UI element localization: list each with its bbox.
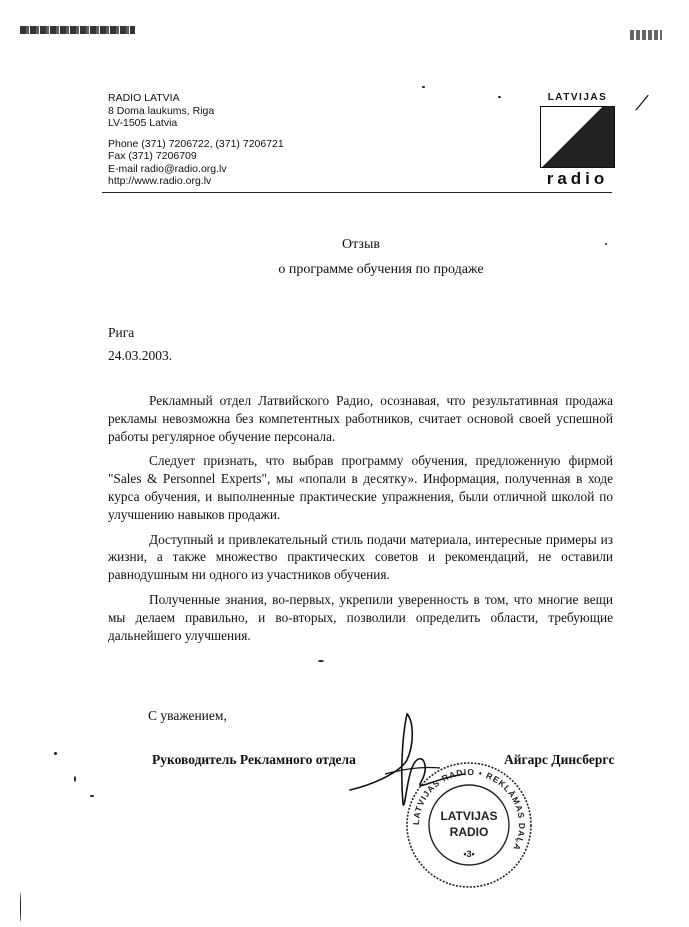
handwritten-check-mark: / (635, 87, 649, 118)
scan-speck (422, 86, 425, 88)
paragraph-2: Следует признать, что выбрав программу обучения, предложенную фирмой "Sales & Personnel Experts", мы «попали в десятку». Информация, полученная в ходе курса обучения, и выполненные практические упражнения, были отличной школой по улучшению навыков продажи. (108, 453, 613, 522)
logo-top-text: LATVIJAS (547, 92, 608, 103)
stamp-center-line-1: LATVIJAS (440, 809, 498, 823)
scan-speck (74, 776, 76, 782)
email-line: E-mail radio@radio.org.lv (108, 162, 227, 175)
scan-speck (90, 795, 94, 797)
stamp-star: •3• (463, 849, 475, 859)
letter-body (108, 392, 613, 651)
logo-bottom-text: radio (546, 169, 609, 188)
closing-greeting: С уважением, (148, 708, 227, 723)
fax-header-mark (20, 26, 135, 34)
date: 24.03.2003. (108, 348, 173, 363)
paragraph-3: Доступный и привлекательный стиль подачи материала, интересные примеры из жизни, а также множество практических советов и рекомендаций, не оставили равнодушным ни одного из участников обучения. (108, 531, 613, 583)
paragraph-4: Полученные знания, во-первых, укрепили уверенность в том, что многие вещи мы делаем правильно, и во-вторых, позволили определить области, требующие дальнейшего улучшения. (108, 591, 613, 643)
letterhead-divider (102, 192, 612, 193)
phone-line: Phone (371) 7206722, (371) 7206721 (108, 137, 284, 150)
paragraph-1: Рекламный отдел Латвийского Радио, осознавая, что результативная продажа рекламы невозможна без компетентных работников, считает основой своей успешной работы регулярное обучение персонала. (108, 393, 613, 444)
letterhead-address (108, 92, 284, 188)
fax-line: Fax (371) 7206709 (108, 150, 197, 162)
scan-speck (54, 752, 57, 755)
latvijas-radio-logo (540, 92, 615, 189)
place: Рига (108, 325, 135, 340)
signatory-name: Айгарс Динсбергс (504, 752, 615, 767)
document-subtitle: о программе обучения по продаже (278, 262, 484, 277)
org-name: RADIO LATVIA (108, 92, 180, 104)
document-title: Отзыв (342, 237, 380, 252)
scan-edge-mark (20, 892, 21, 922)
stamp-ring-text: LATVIJAS RADIO • REKLĀMAS DAĻA (410, 766, 528, 853)
official-stamp (404, 760, 534, 890)
scan-speck (498, 96, 501, 98)
scan-speck (605, 243, 607, 245)
stamp-center-line-2: RADIO (449, 825, 489, 839)
address-line-1: 8 Doma laukums, Riga (108, 104, 215, 117)
logo-graphic (540, 106, 615, 168)
signatory-position: Руководитель Рекламного отдела (152, 752, 356, 767)
web-line: http://www.radio.org.lv (108, 175, 212, 187)
address-line-2: LV-1505 Latvia (108, 117, 178, 129)
scan-speck (318, 660, 324, 662)
fax-page-mark (630, 30, 662, 40)
